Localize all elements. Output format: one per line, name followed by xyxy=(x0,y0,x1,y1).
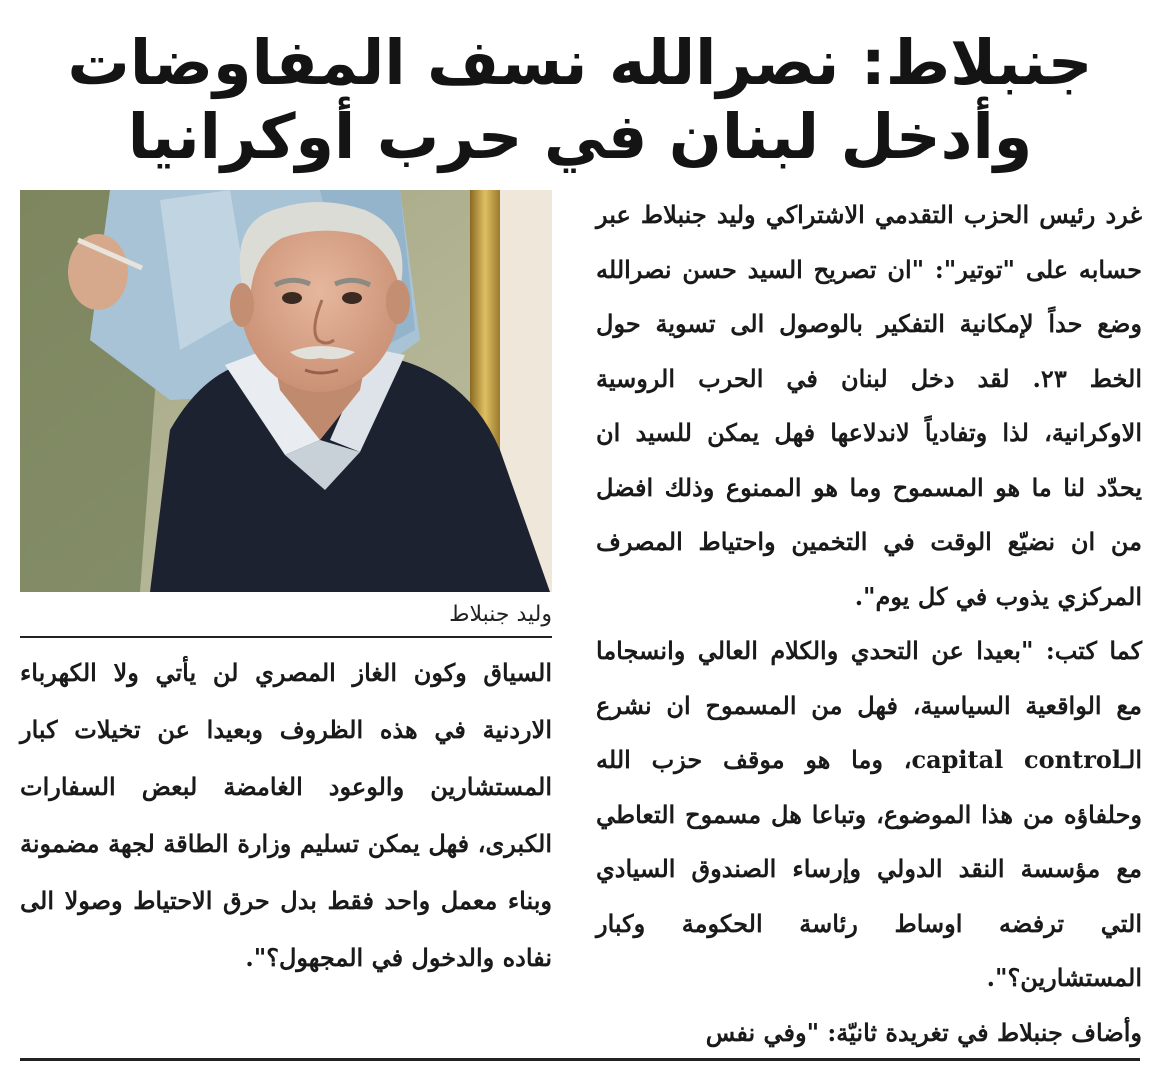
article-column-right xyxy=(596,188,1142,1060)
photo-caption: وليد جنبلاط xyxy=(449,602,552,627)
capital-control-term: capital control xyxy=(911,745,1121,774)
portrait-illustration xyxy=(20,190,552,592)
portrait-photo xyxy=(20,190,552,592)
paragraph-2 xyxy=(596,624,1142,1006)
caption-divider xyxy=(20,636,552,638)
article-headline xyxy=(20,26,1140,174)
paragraph-2-end: ، وما هو موقف حزب الله وحلفاؤه من هذا الموضوع، وتباعا هل مسموح التعاطي مع مؤسسة النقد الدولي وإرساء الصندوق السيادي التي ترفضه اوساط رئاسة الحكومة وكبار المستشارين؟". xyxy=(596,745,1142,992)
paragraph-2-start: كما كتب: "بعيدا عن التحدي والكلام العالي وانسجاما مع الواقعية السياسية، فهل من المسموح ان نشرع الـ xyxy=(596,636,1142,774)
page-bottom-divider xyxy=(20,1058,1140,1061)
paragraph-continued: السياق وكون الغاز المصري لن يأتي ولا الكهرباء الاردنية في هذه الظروف وبعيدا عن تخيلات كبار المستشارين والوعود الغامضة لبعض السفارات الكبرى، فهل يمكن تسليم وزارة الطاقة لجهة مضمونة وبناء معمل واحد فقط بدل حرق الاحتياط وصولا الى نفاده والدخول في المجهول؟". xyxy=(20,658,552,972)
paragraph-3: وأضاف جنبلاط في تغريدة ثانيّة: "وفي نفس xyxy=(705,1017,1142,1047)
headline-line-1: جنبلاط: نصرالله نسف المفاوضات xyxy=(67,26,1093,99)
headline-line-2: وأدخل لبنان في حرب أوكرانيا xyxy=(127,100,1033,173)
article-column-left xyxy=(20,644,552,986)
paragraph-1: غرد رئيس الحزب التقدمي الاشتراكي وليد جنبلاط عبر حسابه على "توتير": "ان تصريح السيد حسن نصرالله وضع حداً لإمكانية التفكير بالوصول الى تسوية حول الخط ٢٣. لقد دخل لبنان في الحرب الروسية الاوكرانية، لذا وتفادياً لاندلاعها فهل يمكن للسيد ان يحدّد لنا ما هو المسموح وما هو الممنوع وذلك افضل من ان نضيّع الوقت في التخمين واحتياط المصرف المركزي يذوب في كل يوم". xyxy=(596,200,1142,611)
